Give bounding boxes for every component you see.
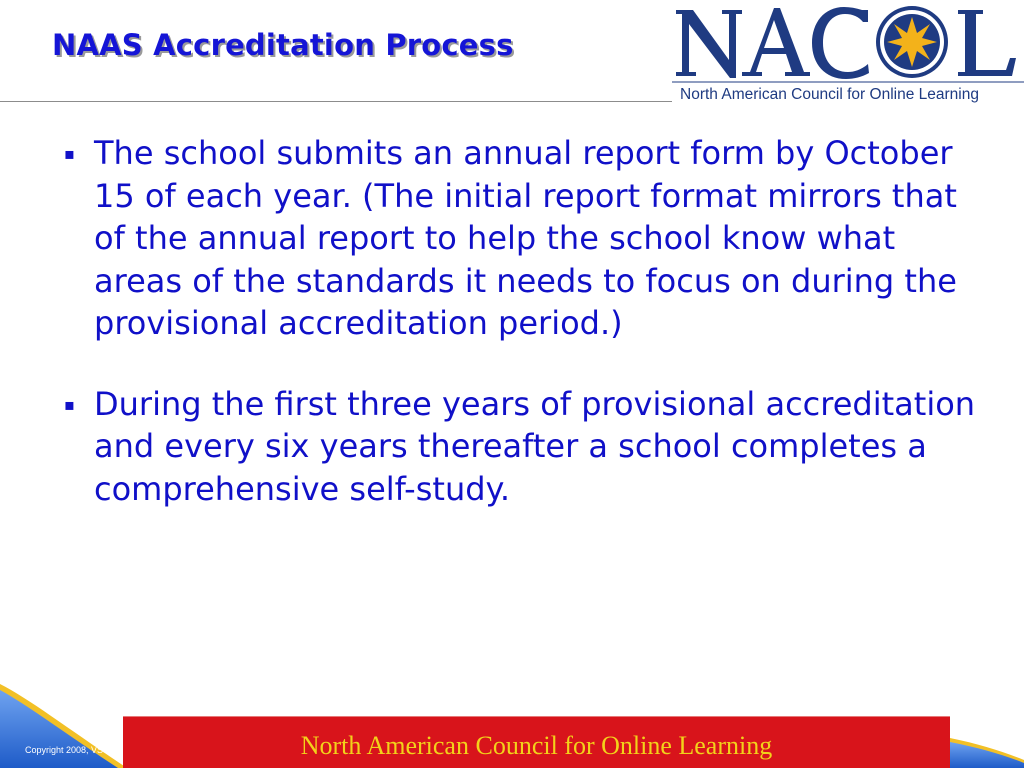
logo-letter-n (676, 10, 742, 78)
title-divider (0, 101, 672, 102)
bullet-text: The school submits an annual report form by October 15 of each year. (The initial report format mirrors that of the annual report to help the school know what areas of the standards it needs to focus on during the provisional accreditation period.) (94, 134, 957, 342)
logo-sun-icon (876, 6, 948, 78)
logo-letter-a (742, 8, 810, 76)
slide-title: NAAS Accreditation Process (52, 28, 514, 62)
logo-tagline: North American Council for Online Learning (680, 86, 979, 103)
logo-letter-l (958, 10, 1016, 76)
bullet-item (64, 383, 984, 511)
bullet-list (64, 132, 984, 548)
bullet-text: During the first three years of provisional accreditation and every six years thereafter a school completes a comprehensive self-study. (94, 384, 976, 508)
bullet-square-icon: ▪ (64, 394, 75, 414)
footer-banner (123, 716, 950, 768)
bullet-item (64, 132, 984, 345)
logo-letter-c (812, 7, 869, 79)
footer-banner-text: North American Council for Online Learning (300, 731, 773, 760)
bullet-square-icon: ▪ (64, 144, 75, 163)
copyright-text: Copyright 2008, VSS (25, 745, 110, 755)
logo-wordmark (676, 7, 1016, 79)
